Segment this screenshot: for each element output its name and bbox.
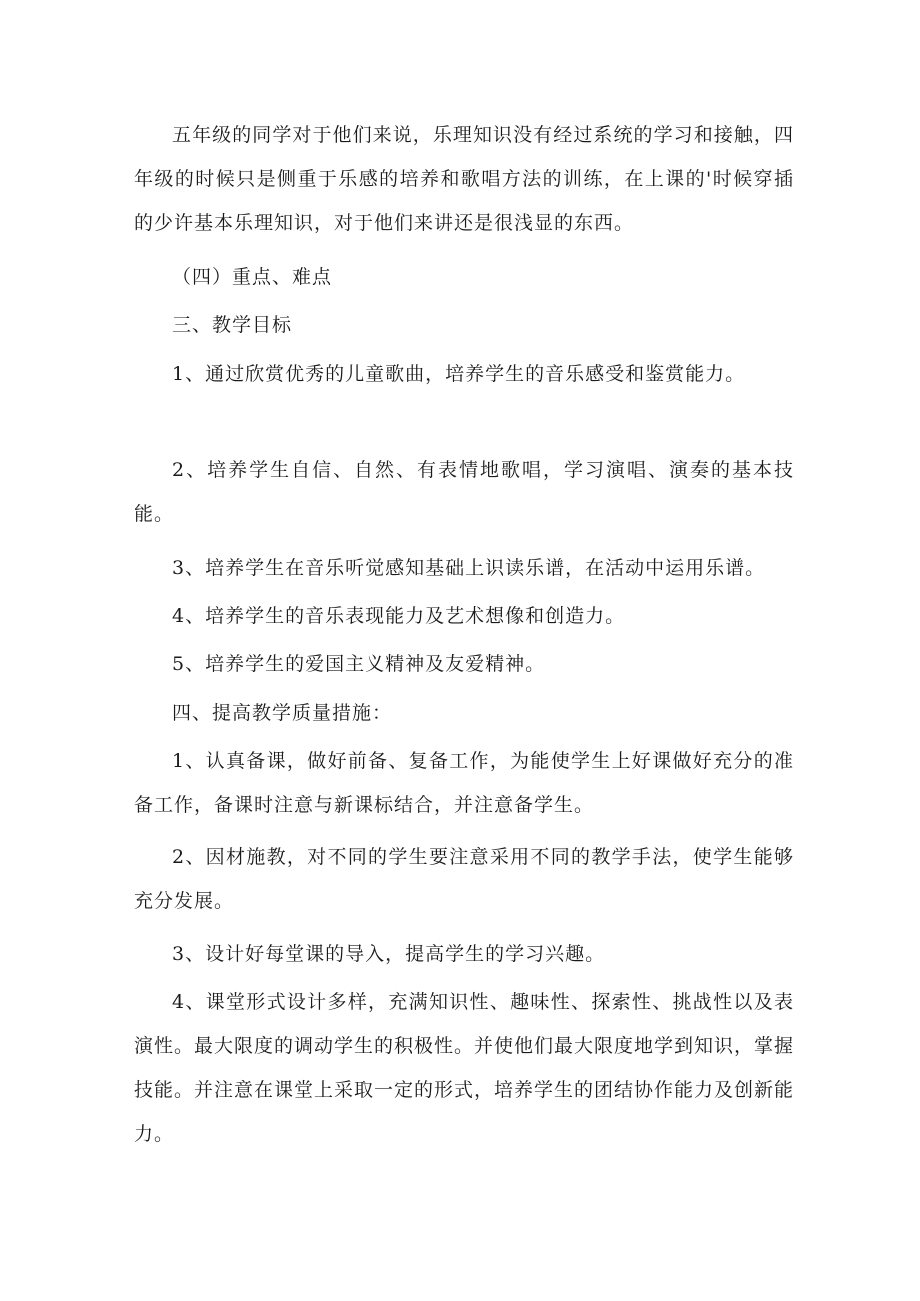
goal-item-4: 4、培养学生的音乐表现能力及艺术想像和创造力。 — [172, 605, 626, 627]
measure-item-2: 2、因材施教，对不同的学生要注意采用不同的教学手法，使学生能够充分发展。 — [134, 846, 794, 912]
paragraph-intro: 五年级的同学对于他们来说，乐理知识没有经过系统的学习和接触，四年级的时候只是侧重于乐感的培养和歌唱方法的训练，在上课的'时候穿插的少许基本乐理知识，对于他们来讲还是很浅显的东西。 — [134, 124, 794, 234]
heading-key-points: （四）重点、难点 — [172, 266, 333, 288]
goal-item-2: 2、培养学生自信、自然、有表情地歌唱，学习演唱、演奏的基本技能。 — [134, 459, 794, 525]
heading-quality-measures: 四、提高教学质量措施： — [172, 702, 393, 724]
goal-item-3: 3、培养学生在音乐听觉感知基础上识读乐谱，在活动中运用乐谱。 — [172, 557, 766, 579]
measure-item-1: 1、认真备课，做好前备、复备工作，为能使学生上好课做好充分的准备工作，备课时注意与新课标结合，并注意备学生。 — [134, 750, 794, 816]
heading-teaching-goals: 三、教学目标 — [172, 314, 293, 336]
goal-item-1: 1、通过欣赏优秀的儿童歌曲，培养学生的音乐感受和鉴赏能力。 — [172, 363, 746, 385]
measure-item-3: 3、设计好每堂课的导入，提高学生的学习兴趣。 — [172, 943, 606, 965]
goal-item-5: 5、培养学生的爱国主义精神及友爱精神。 — [172, 653, 546, 675]
measure-item-4: 4、课堂形式设计多样，充满知识性、趣味性、探索性、挑战性以及表演性。最大限度的调动学生的积极性。并使他们最大限度地学到知识，掌握技能。并注意在课堂上采取一定的形式，培养学生的团结协作能力及创新能力。 — [134, 991, 795, 1145]
